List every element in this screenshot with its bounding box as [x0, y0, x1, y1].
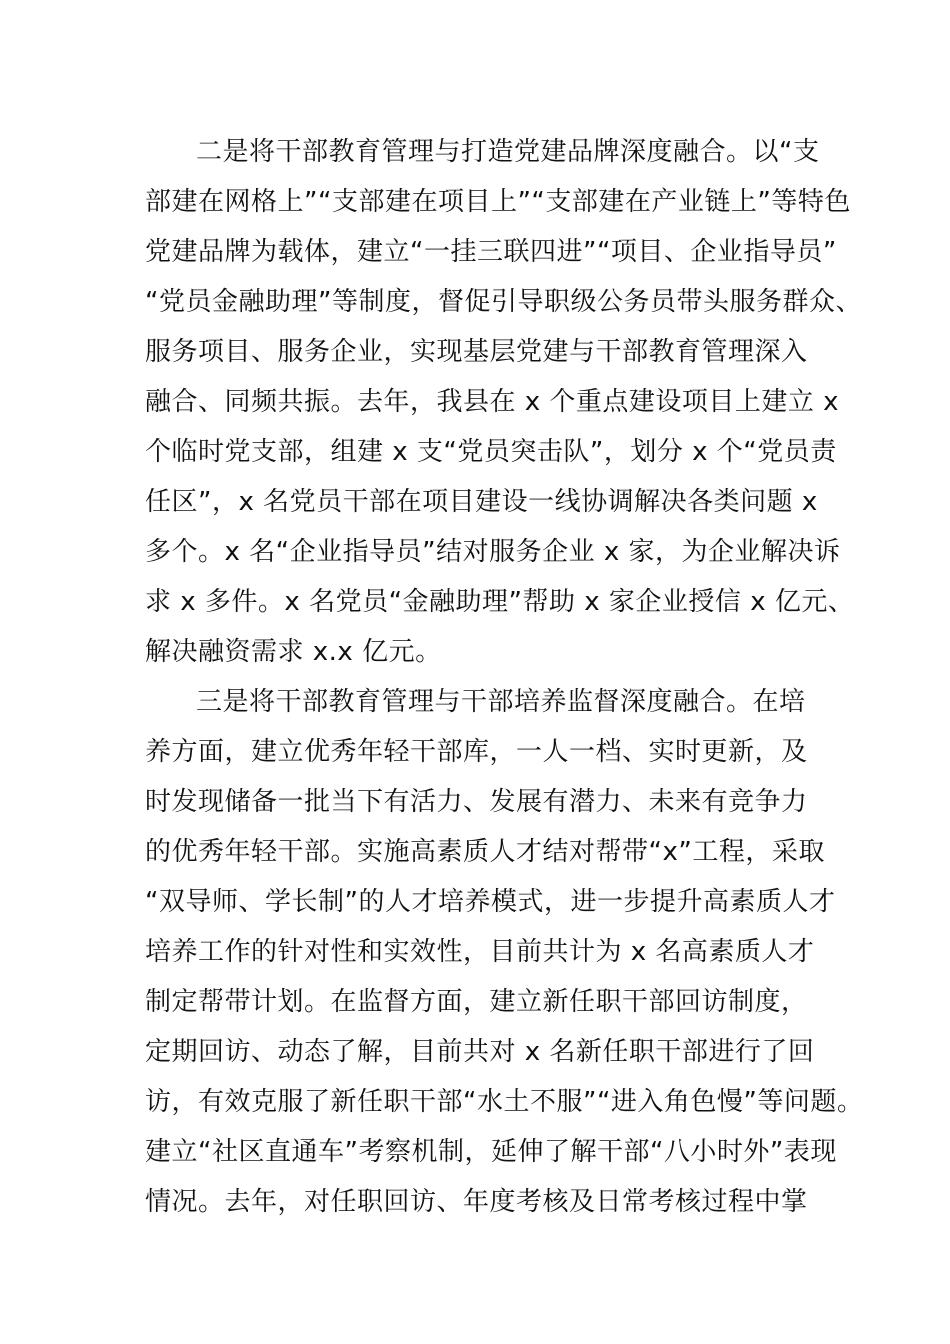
- para-2-line-10: 求 x 多件。x 名党员“金融助理”帮助 x 家企业授信 x 亿元、: [145, 587, 855, 617]
- para-2-line-3: 党建品牌为载体，建立“一挂三联四进”“项目、企业指导员”: [145, 237, 837, 267]
- para-2-line-8: 任区”，x 名党员干部在项目建设一线协调解决各类问题 x: [145, 487, 818, 517]
- para-3-line-5: “双导师、学长制”的人才培养模式，进一步提升高素质人才: [145, 887, 836, 917]
- para-3-line-6: 培养工作的针对性和实效性，目前共计为 x 名高素质人才: [145, 937, 815, 967]
- para-3-line-2: 养方面，建立优秀年轻干部库，一人一档、实时更新，及: [145, 737, 808, 767]
- para-3-line-10: 建立“社区直通车”考察机制，延伸了解干部“八小时外”表现: [145, 1137, 837, 1167]
- para-2-line-5: 服务项目、服务企业，实现基层党建与干部教育管理深入: [145, 337, 808, 367]
- para-2-line-7: 个临时党支部，组建 x 支“党员突击队”，划分 x 个“党员责: [145, 437, 837, 467]
- para-3-line-8: 定期回访、动态了解，目前共对 x 名新任职干部进行了回: [145, 1037, 815, 1067]
- para-2-line-11: 解决融资需求 x.x 亿元。: [145, 637, 442, 667]
- para-2-line-9: 多个。x 名“企业指导员”结对服务企业 x 家，为企业解决诉: [145, 537, 841, 567]
- para-2-line-6: 融合、同频共振。去年，我县在 x 个重点建设项目上建立 x: [145, 387, 840, 417]
- para-3-line-3: 时发现储备一批当下有活力、发展有潜力、未来有竞争力: [145, 787, 808, 817]
- para-2-line-4: “党员金融助理”等制度，督促引导职级公务员带头服务群众、: [145, 287, 862, 317]
- para-3-line-1: 三是将干部教育管理与干部培养监督深度融合。在培: [196, 687, 806, 717]
- para-2-line-1: 二是将干部教育管理与打造党建品牌深度融合。以“支: [196, 137, 820, 167]
- para-3-line-9: 访，有效克服了新任职干部“水土不服”“进入角色慢”等问题。: [145, 1087, 864, 1117]
- para-3-line-4: 的优秀年轻干部。实施高素质人才结对帮带“x”工程，采取: [145, 837, 825, 867]
- para-3-line-11: 情况。去年，对任职回访、年度考核及日常考核过程中掌: [145, 1187, 808, 1217]
- para-2-line-2: 部建在网格上”“支部建在项目上”“支部建在产业链上”等特色: [145, 187, 851, 217]
- para-3-line-7: 制定帮带计划。在监督方面，建立新任职干部回访制度，: [145, 987, 808, 1017]
